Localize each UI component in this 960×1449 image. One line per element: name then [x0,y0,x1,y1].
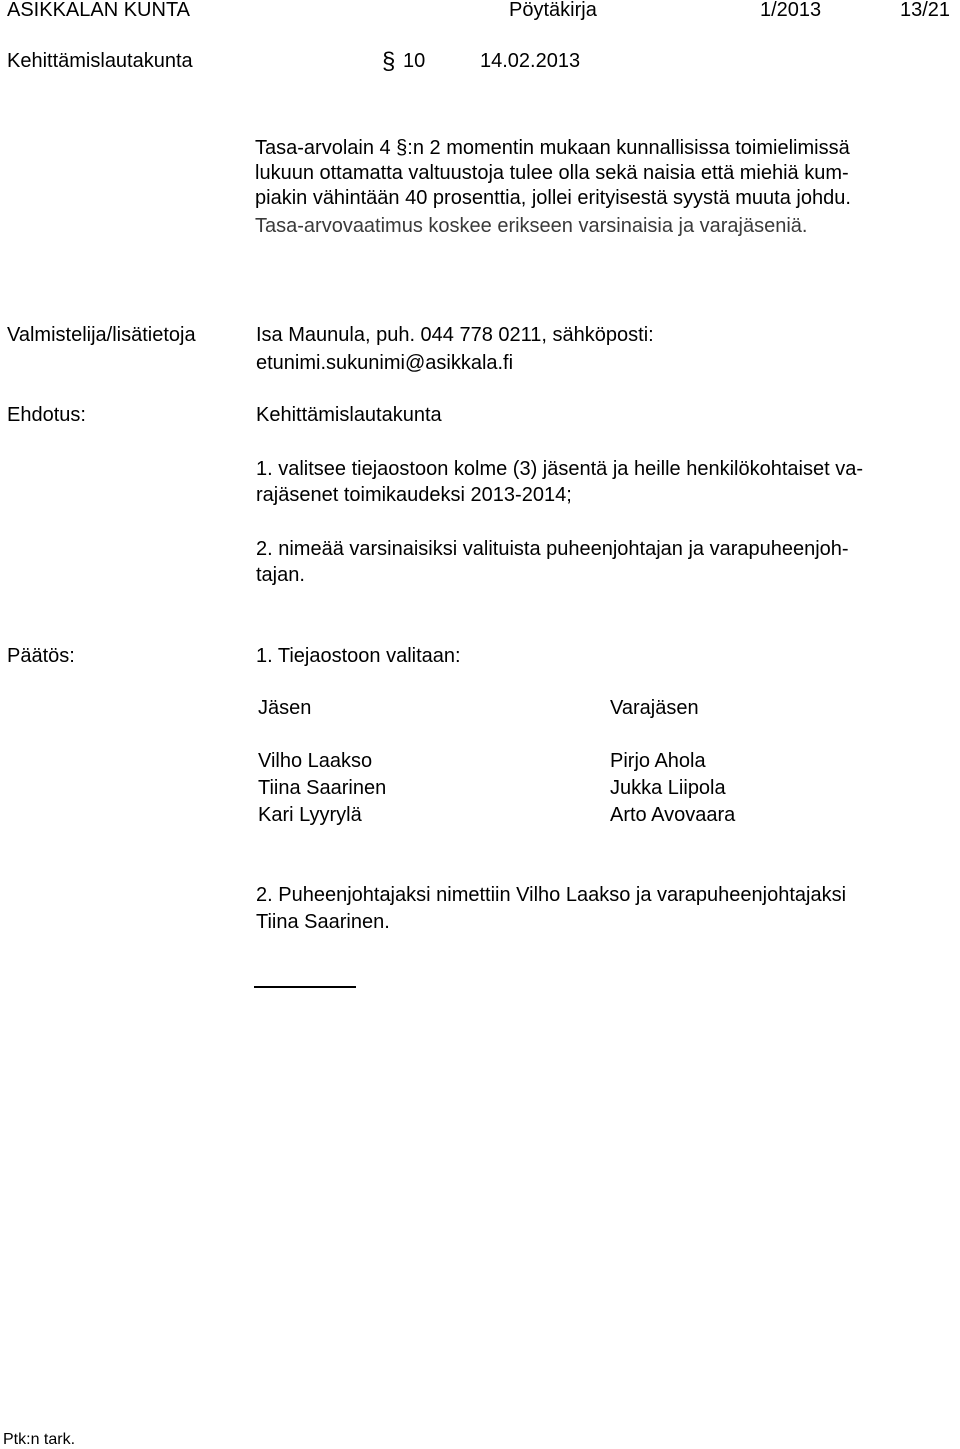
deputy-column-header: Varajäsen [610,697,699,719]
page-number: 13/21 [900,0,951,21]
document-type: Pöytäkirja [509,0,597,21]
member-table [258,695,778,835]
preparer-contact: Isa Maunula, puh. 044 778 0211, sähköposti: [256,324,654,346]
deputy-name: Pirjo Ahola [610,750,706,772]
proposal-item-2: 2. nimeää varsinaisiksi valituista puheenjohtajan ja varapuheenjoh- [256,538,849,560]
section-number: 10 [403,50,426,72]
deputy-name: Jukka Liipola [610,777,726,799]
deputy-name: Arto Avovaara [610,804,736,826]
section-symbol: § [382,48,396,75]
decision-label: Päätös: [7,645,75,667]
proposal-item-1-cont: rajäsenet toimikaudeksi 2013-2014; [256,484,572,506]
intro-line: lukuun ottamatta valtuustoja tulee olla sekä naisia että miehiä kum- [255,162,849,184]
member-name: Vilho Laakso [258,750,373,772]
meeting-date: 14.02.2013 [480,50,581,72]
document-number: 1/2013 [760,0,822,21]
preparer-label: Valmistelija/lisätietoja [7,324,196,346]
decision-item-1: 1. Tiejaostoon valitaan: [256,645,461,667]
proposal-body: Kehittämislautakunta [256,404,442,426]
organization-name: ASIKKALAN KUNTA [7,0,191,21]
decision-item-2-cont: Tiina Saarinen. [256,911,390,933]
committee-name: Kehittämislautakunta [7,50,193,72]
intro-line: Tasa-arvovaatimus koskee erikseen varsinaisia ja varajäseniä. [255,215,808,237]
preparer-email: etunimi.sukunimi@asikkala.fi [256,352,514,374]
member-name: Tiina Saarinen [258,777,387,799]
decision-item-2: 2. Puheenjohtajaksi nimettiin Vilho Laakso ja varapuheenjohtajaksi [256,884,847,906]
proposal-item-2-cont: tajan. [256,564,305,586]
intro-line: piakin vähintään 40 prosenttia, jollei erityisestä syystä muuta johdu. [255,187,851,209]
footer-note: Ptk:n tark. [3,1431,76,1448]
member-name: Kari Lyyrylä [258,804,362,826]
proposal-item-1: 1. valitsee tiejaostoon kolme (3) jäsentä ja heille henkilökohtaiset va- [256,458,864,480]
divider-line [254,986,356,988]
intro-line: Tasa-arvolain 4 §:n 2 momentin mukaan kunnallisissa toimielimissä [255,137,850,159]
member-column-header: Jäsen [258,697,312,719]
proposal-label: Ehdotus: [7,404,86,426]
